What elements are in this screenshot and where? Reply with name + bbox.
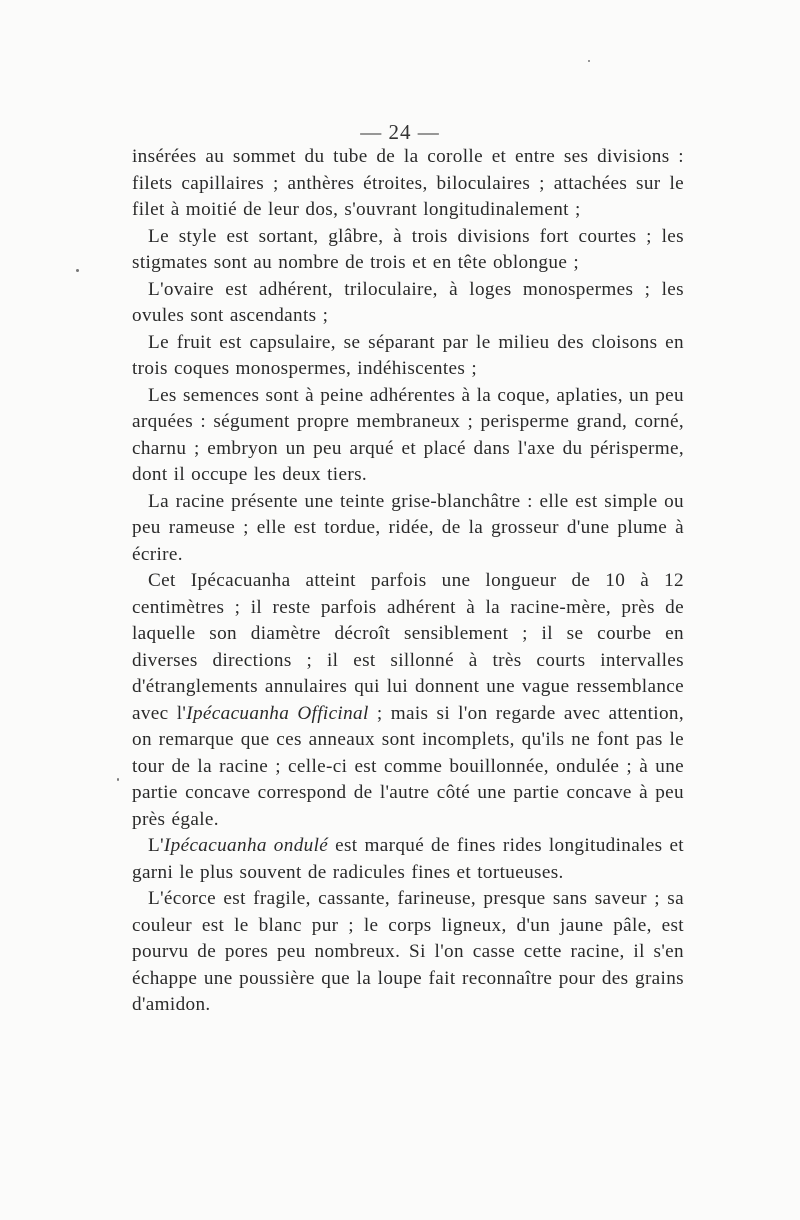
paragraph: [132, 833, 684, 886]
print-speck: [117, 778, 119, 781]
text-segment: Cet Ipécacuanha atteint parfois une longueur de 10 à 12 centimètres ; il reste parfois adhérent à la racine-mère, près de laquelle son diamètre décroît sensiblement ; il se courbe en diverses directions ; il est sillonné à très courts intervalles d'étranglements annulaires qui lui donnent une vague ressemblance avec l': [132, 570, 684, 724]
paragraph: [132, 568, 684, 833]
text-segment: insérées au sommet du tube de la corolle et entre ses divisions : filets capillaires ; anthères étroites, biloculaires ; attachées sur le filet à moitié de leur dos, s'ouvrant longitudinalement ;: [132, 146, 684, 220]
text-segment: L': [148, 835, 164, 856]
text-segment: Le style est sortant, glâbre, à trois divisions fort courtes ; les stigmates sont au nombre de trois et en tête oblongue ;: [132, 225, 684, 273]
paragraph: [132, 224, 684, 277]
paragraph: [132, 886, 684, 1019]
body-text: [132, 144, 684, 1019]
page-number: — 24 —: [360, 120, 440, 144]
italic-term: Ipécacuanha Officinal: [186, 702, 369, 724]
text-segment: Le fruit est capsulaire, se séparant par le milieu des cloisons en trois coques monospermes, indéhiscentes ;: [132, 331, 684, 379]
print-speck: [76, 269, 79, 272]
paragraph: [132, 144, 684, 224]
text-segment: est marqué de fines rides longitudinales et garni le plus souvent de radicules fines et tortueuses.: [132, 835, 684, 883]
paragraph: [132, 383, 684, 489]
italic-term: Ipécacuanha ondulé: [163, 835, 329, 856]
paragraph: [132, 330, 684, 383]
text-segment: L'écorce est fragile, cassante, farineuse, presque sans saveur ; sa couleur est le blanc pur ; le corps ligneux, d'un jaune pâle, est pourvu de pores peu nombreux. Si l'on casse cette racine, il s'en échappe une poussière que la loupe fait reconnaître pour des grains d'amidon.: [132, 888, 684, 1015]
text-segment: Les semences sont à peine adhérentes à la coque, aplaties, un peu arquées : ségument propre membraneux ; perisperme grand, corné, charnu ; embryon un peu arqué et placé dans l'axe du périsperme, dont il occupe les deux tiers.: [132, 384, 684, 485]
paragraph: [132, 489, 684, 569]
text-segment: L'ovaire est adhérent, triloculaire, à loges monospermes ; les ovules sont ascendants ;: [132, 278, 684, 326]
paragraph: [132, 277, 684, 330]
text-segment: ; mais si l'on regarde avec attention, on remarque que ces anneaux sont incomplets, qu'ils ne font pas le tour de la racine ; celle-ci est comme bouillonnée, ondulée ; à une partie concave correspond de l'autre côté une partie concave à peu près égale.: [132, 702, 684, 830]
print-speck: [588, 60, 590, 62]
text-segment: La racine présente une teinte grise-blanchâtre : elle est simple ou peu rameuse ; elle est tordue, ridée, de la grosseur d'une plume à écrire.: [132, 490, 684, 565]
